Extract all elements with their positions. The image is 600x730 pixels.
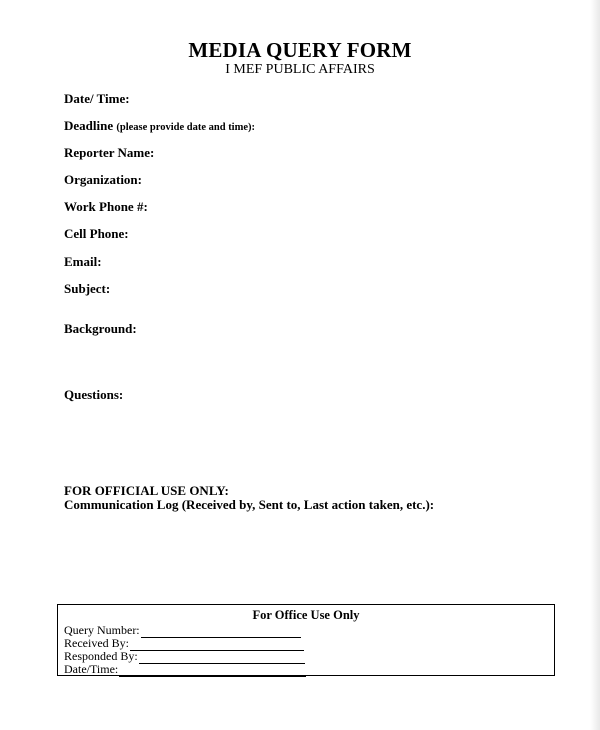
field-label: Email:: [64, 254, 102, 269]
field-label: Date/ Time:: [64, 91, 130, 106]
field-label: Subject:: [64, 281, 111, 296]
field-label: Reporter Name:: [64, 145, 155, 160]
received-by-label: Received By:: [64, 636, 129, 650]
field-cell-phone[interactable]: [64, 226, 129, 242]
field-organization[interactable]: [64, 172, 142, 188]
official-use-heading: FOR OFFICIAL USE ONLY:: [64, 483, 229, 498]
query-number-label: Query Number:: [64, 623, 140, 637]
field-deadline[interactable]: [64, 118, 255, 134]
field-background[interactable]: [64, 321, 137, 337]
field-email[interactable]: [64, 254, 102, 270]
field-label: Questions:: [64, 387, 124, 402]
date-time-label: Date/Time:: [64, 662, 119, 676]
field-work-phone[interactable]: [64, 199, 148, 215]
form-title: MEDIA QUERY FORM: [188, 38, 412, 62]
field-date-time[interactable]: [64, 91, 130, 107]
field-reporter-name[interactable]: [64, 145, 154, 161]
field-label: Cell Phone:: [64, 226, 129, 241]
field-label: Deadline: [64, 118, 114, 133]
office-use-box: [57, 604, 555, 676]
date-time-blank[interactable]: [119, 665, 306, 677]
field-questions[interactable]: [64, 387, 123, 403]
field-subject[interactable]: [64, 281, 110, 297]
responded-by-label: Responded By:: [64, 649, 138, 663]
form-subtitle: I MEF PUBLIC AFFAIRS: [225, 62, 375, 77]
field-hint: (please provide date and time):: [116, 122, 256, 133]
communication-log-label[interactable]: Communication Log (Received by, Sent to, Last action taken, etc.):: [64, 497, 435, 512]
page-edge-shadow: [590, 0, 600, 730]
date-time-row[interactable]: [64, 662, 306, 677]
field-label: Organization:: [64, 172, 142, 187]
field-label: Work Phone #:: [64, 199, 148, 214]
office-use-title: For Office Use Only: [252, 608, 360, 622]
field-label: Background:: [64, 321, 137, 336]
